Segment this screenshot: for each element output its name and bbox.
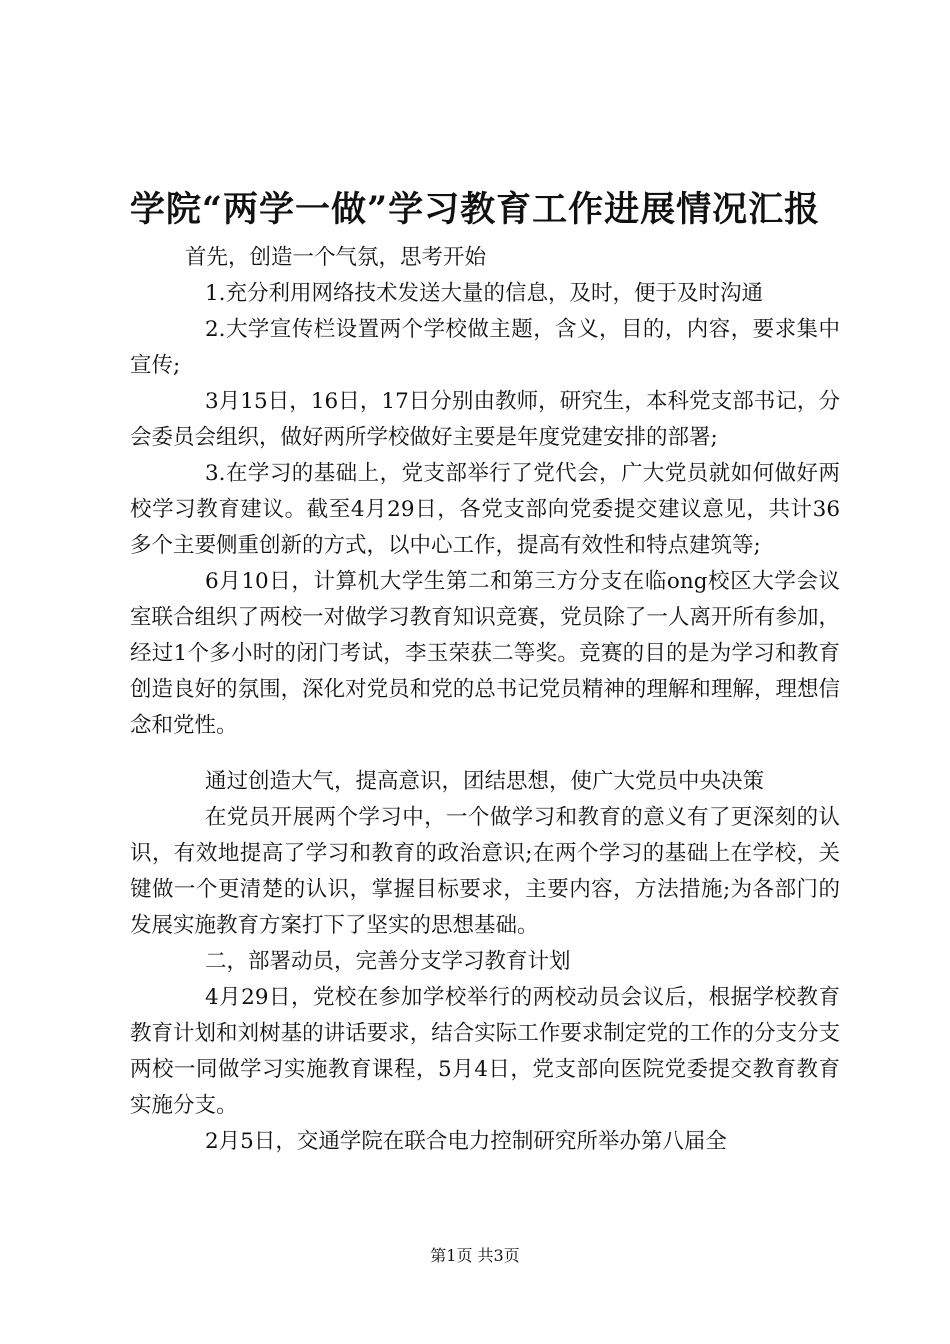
paragraph: 二，部署动员，完善分支学习教育计划 bbox=[205, 949, 571, 974]
paragraph: 6月10日，计算机大学生第二和第三方分支在临ong校区大学会议室联合组织了两校一对做学习教育知识竞赛，党员除了一人离开所有参加，经过1个多小时的闭门考试，李玉荣获二等奖。竞赛的目的是为学习和教育创造良好的氛围，深化对党员和党的总书记党员精神的理解和理解，理想信念和党性。 bbox=[130, 569, 840, 738]
paragraph: 首先，创造一个气氛，思考开始 bbox=[185, 245, 487, 270]
paragraph: 1.充分利用网络技术发送大量的信息，及时，便于及时沟通 bbox=[205, 281, 764, 306]
page-footer: 第1页 共3页 bbox=[430, 1246, 520, 1265]
paragraph: 3月15日，16日，17日分别由教师，研究生，本科党支部书记，分会委员会组织，做好两所学校做好主要是年度党建安排的部署; bbox=[130, 389, 840, 450]
document-title: 学院“两学一做”学习教育工作进展情况汇报 bbox=[129, 189, 821, 230]
paragraph: 3.在学习的基础上，党支部举行了党代会，广大党员就如何做好两校学习教育建议。截至4月29日，各党支部向党委提交建议意见，共计36多个主要侧重创新的方式，以中心工作，提高有效性和特点建筑等; bbox=[130, 461, 840, 558]
paragraph: 2月5日，交通学院在联合电力控制研究所举办第八届全 bbox=[205, 1129, 727, 1154]
paragraph: 在党员开展两个学习中，一个做学习和教育的意义有了更深刻的认识，有效地提高了学习和教育的政治意识;在两个学习的基础上在学校，关键做一个更清楚的认识，掌握目标要求，主要内容，方法措施;为各部门的发展实施教育方案打下了坚实的思想基础。 bbox=[130, 805, 840, 938]
paragraph: 2.大学宣传栏设置两个学校做主题，含义，目的，内容，要求集中宣传; bbox=[130, 317, 840, 378]
paragraph: 通过创造大气，提高意识，团结思想，使广大党员中央决策 bbox=[205, 769, 765, 794]
paragraph: 4月29日，党校在参加学校举行的两校动员会议后，根据学校教育教育计划和刘树基的讲话要求，结合实际工作要求制定党的工作的分支分支两校一同做学习实施教育课程，5月4日，党支部向医院党委提交教育教育实施分支。 bbox=[130, 985, 840, 1118]
document-body bbox=[130, 240, 840, 1160]
